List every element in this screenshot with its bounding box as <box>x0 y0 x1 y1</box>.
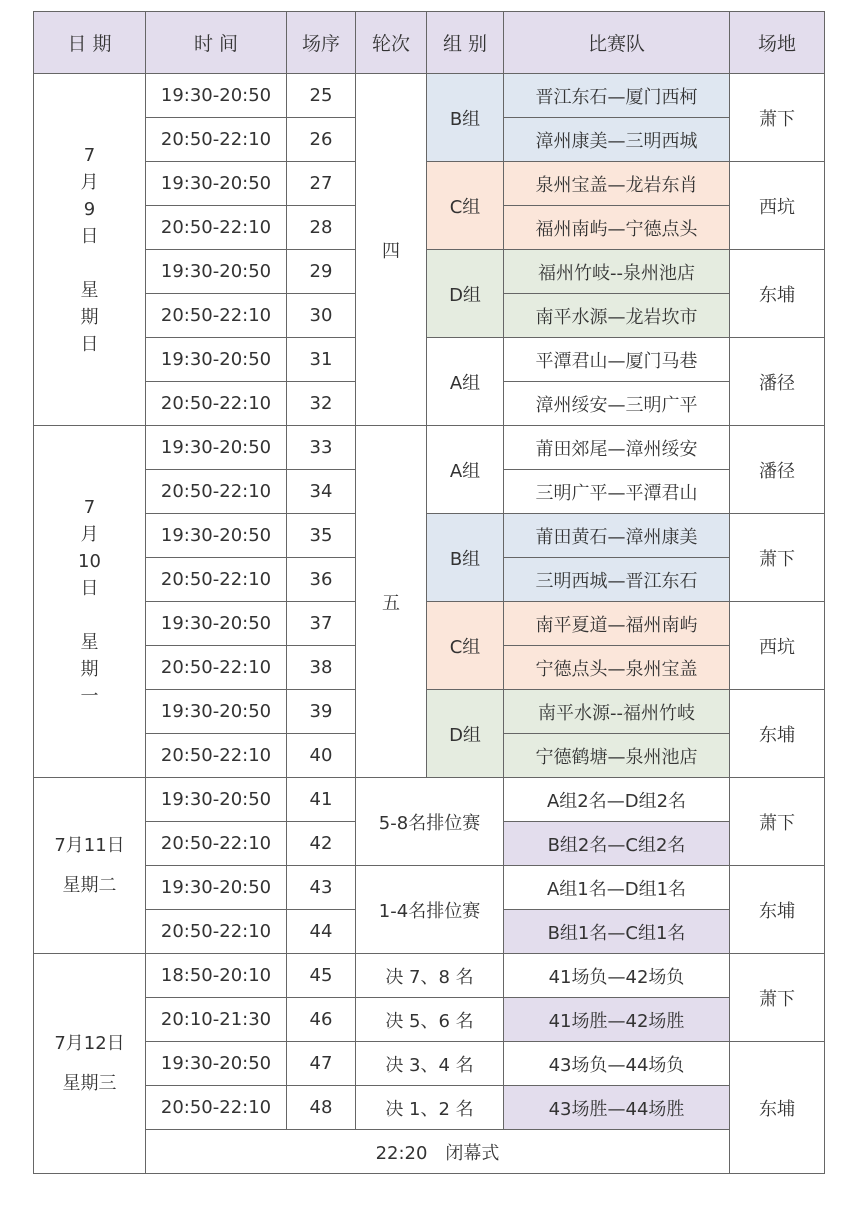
header-teams: 比赛队 <box>504 12 730 74</box>
match-no-cell: 26 <box>287 118 356 162</box>
closing-row <box>34 1130 825 1174</box>
header-group: 组 别 <box>427 12 504 74</box>
round-cell: 五 <box>356 426 427 778</box>
final-round-cell: 决 3、4 名 <box>356 1042 504 1086</box>
table-row <box>34 338 825 382</box>
date-cell: 7 月 9 日 星 期 日 <box>34 74 146 426</box>
match-cell: 三明西城—晋江东石 <box>504 558 730 602</box>
group-cell: C组 <box>427 602 504 690</box>
time-cell: 19:30-20:50 <box>146 74 287 118</box>
header-round: 轮次 <box>356 12 427 74</box>
match-no-cell: 30 <box>287 294 356 338</box>
venue-cell: 萧下 <box>730 954 825 1042</box>
match-cell: 漳州绥安—三明广平 <box>504 382 730 426</box>
match-cell: 南平夏道—福州南屿 <box>504 602 730 646</box>
group-cell: A组 <box>427 338 504 426</box>
table-row <box>34 778 825 822</box>
header-match-no: 场序 <box>287 12 356 74</box>
match-cell: 43场胜—44场胜 <box>504 1086 730 1130</box>
match-no-cell: 48 <box>287 1086 356 1130</box>
time-cell: 19:30-20:50 <box>146 690 287 734</box>
match-no-cell: 41 <box>287 778 356 822</box>
match-no-cell: 43 <box>287 866 356 910</box>
header-date: 日 期 <box>34 12 146 74</box>
match-cell: 福州南屿—宁德点头 <box>504 206 730 250</box>
match-cell: 三明广平—平潭君山 <box>504 470 730 514</box>
table-row <box>34 690 825 734</box>
match-cell: 41场胜—42场胜 <box>504 998 730 1042</box>
header-time: 时 间 <box>146 12 287 74</box>
match-no-cell: 47 <box>287 1042 356 1086</box>
match-cell: 泉州宝盖—龙岩东肖 <box>504 162 730 206</box>
time-cell: 19:30-20:50 <box>146 1042 287 1086</box>
header-venue: 场地 <box>730 12 825 74</box>
placement-round-cell: 1-4名排位赛 <box>356 866 504 954</box>
match-cell: 晋江东石—厦门西柯 <box>504 74 730 118</box>
venue-cell: 潘径 <box>730 338 825 426</box>
match-cell: 莆田郊尾—漳州绥安 <box>504 426 730 470</box>
match-cell: 平潭君山—厦门马巷 <box>504 338 730 382</box>
final-round-cell: 决 5、6 名 <box>356 998 504 1042</box>
header-row <box>34 12 825 74</box>
group-cell: D组 <box>427 690 504 778</box>
time-cell: 20:50-22:10 <box>146 294 287 338</box>
date-cell: 7月11日 星期二 <box>34 778 146 954</box>
table-row <box>34 74 825 118</box>
venue-cell: 东埔 <box>730 690 825 778</box>
venue-cell: 东埔 <box>730 250 825 338</box>
time-cell: 19:30-20:50 <box>146 250 287 294</box>
table-row <box>34 1086 825 1130</box>
table-row <box>34 602 825 646</box>
match-no-cell: 46 <box>287 998 356 1042</box>
match-no-cell: 34 <box>287 470 356 514</box>
date-cell: 7月12日 星期三 <box>34 954 146 1174</box>
time-cell: 19:30-20:50 <box>146 162 287 206</box>
match-no-cell: 32 <box>287 382 356 426</box>
venue-cell: 西坑 <box>730 602 825 690</box>
match-cell: 41场负—42场负 <box>504 954 730 998</box>
group-cell: D组 <box>427 250 504 338</box>
match-cell: 南平水源--福州竹岐 <box>504 690 730 734</box>
final-round-cell: 决 1、2 名 <box>356 1086 504 1130</box>
closing-ceremony-cell: 22:20 闭幕式 <box>146 1130 730 1174</box>
table-row <box>34 250 825 294</box>
match-cell: 漳州康美—三明西城 <box>504 118 730 162</box>
table-row <box>34 162 825 206</box>
table-row <box>34 426 825 470</box>
time-cell: 20:50-22:10 <box>146 558 287 602</box>
match-no-cell: 28 <box>287 206 356 250</box>
table-row <box>34 954 825 998</box>
match-cell: 宁德鹤塘—泉州池店 <box>504 734 730 778</box>
table-row <box>34 514 825 558</box>
match-no-cell: 29 <box>287 250 356 294</box>
time-cell: 19:30-20:50 <box>146 778 287 822</box>
match-cell: A组1名—D组1名 <box>504 866 730 910</box>
group-cell: B组 <box>427 74 504 162</box>
match-no-cell: 39 <box>287 690 356 734</box>
table-row <box>34 866 825 910</box>
match-no-cell: 36 <box>287 558 356 602</box>
schedule-table <box>33 11 825 1174</box>
match-no-cell: 25 <box>287 74 356 118</box>
time-cell: 20:10-21:30 <box>146 998 287 1042</box>
final-round-cell: 决 7、8 名 <box>356 954 504 998</box>
time-cell: 20:50-22:10 <box>146 822 287 866</box>
match-cell: A组2名—D组2名 <box>504 778 730 822</box>
match-cell: 福州竹岐--泉州池店 <box>504 250 730 294</box>
time-cell: 20:50-22:10 <box>146 646 287 690</box>
time-cell: 18:50-20:10 <box>146 954 287 998</box>
match-no-cell: 27 <box>287 162 356 206</box>
match-no-cell: 45 <box>287 954 356 998</box>
match-cell: 南平水源—龙岩坎市 <box>504 294 730 338</box>
match-no-cell: 40 <box>287 734 356 778</box>
time-cell: 19:30-20:50 <box>146 866 287 910</box>
time-cell: 20:50-22:10 <box>146 734 287 778</box>
venue-cell: 东埔 <box>730 1042 825 1174</box>
time-cell: 20:50-22:10 <box>146 118 287 162</box>
time-cell: 19:30-20:50 <box>146 602 287 646</box>
group-cell: C组 <box>427 162 504 250</box>
venue-cell: 西坑 <box>730 162 825 250</box>
date-cell: 7 月 10 日 星 期 一 <box>34 426 146 778</box>
match-cell: 宁德点头—泉州宝盖 <box>504 646 730 690</box>
venue-cell: 萧下 <box>730 778 825 866</box>
match-no-cell: 31 <box>287 338 356 382</box>
match-no-cell: 44 <box>287 910 356 954</box>
table-row <box>34 1042 825 1086</box>
match-no-cell: 42 <box>287 822 356 866</box>
venue-cell: 萧下 <box>730 514 825 602</box>
match-no-cell: 38 <box>287 646 356 690</box>
match-no-cell: 37 <box>287 602 356 646</box>
time-cell: 20:50-22:10 <box>146 1086 287 1130</box>
venue-cell: 东埔 <box>730 866 825 954</box>
group-cell: B组 <box>427 514 504 602</box>
time-cell: 19:30-20:50 <box>146 426 287 470</box>
venue-cell: 潘径 <box>730 426 825 514</box>
placement-round-cell: 5-8名排位赛 <box>356 778 504 866</box>
match-cell: 莆田黄石—漳州康美 <box>504 514 730 558</box>
time-cell: 20:50-22:10 <box>146 470 287 514</box>
match-cell: B组1名—C组1名 <box>504 910 730 954</box>
round-cell: 四 <box>356 74 427 426</box>
table-row <box>34 998 825 1042</box>
match-cell: B组2名—C组2名 <box>504 822 730 866</box>
time-cell: 20:50-22:10 <box>146 382 287 426</box>
time-cell: 20:50-22:10 <box>146 910 287 954</box>
time-cell: 20:50-22:10 <box>146 206 287 250</box>
time-cell: 19:30-20:50 <box>146 338 287 382</box>
match-no-cell: 35 <box>287 514 356 558</box>
time-cell: 19:30-20:50 <box>146 514 287 558</box>
match-no-cell: 33 <box>287 426 356 470</box>
venue-cell: 萧下 <box>730 74 825 162</box>
match-cell: 43场负—44场负 <box>504 1042 730 1086</box>
group-cell: A组 <box>427 426 504 514</box>
